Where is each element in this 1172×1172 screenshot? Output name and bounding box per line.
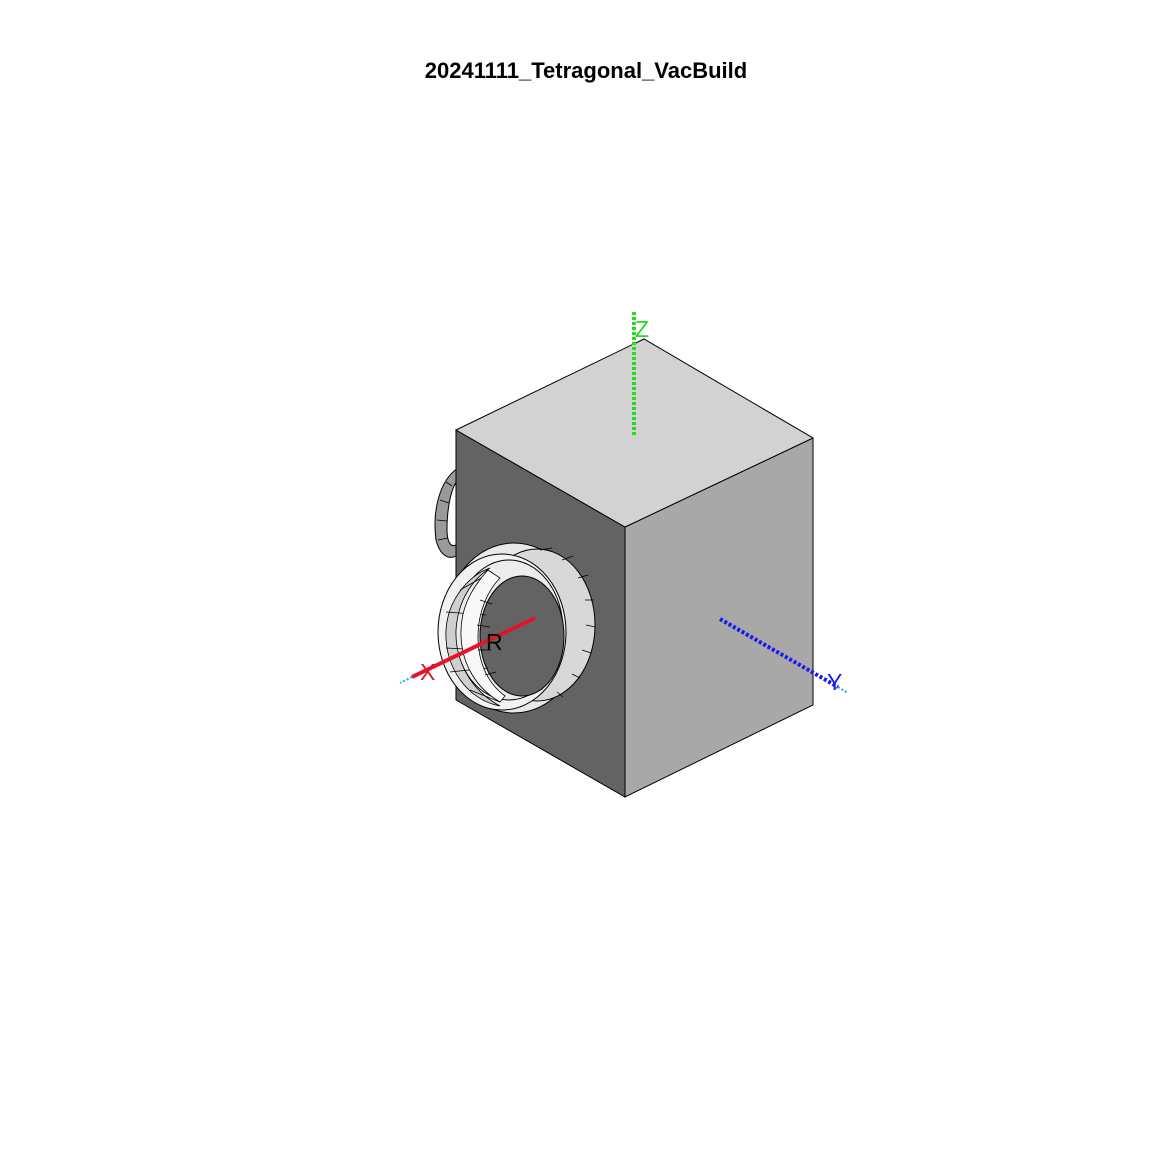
back-ring [435, 468, 458, 557]
z-axis-label: Z [635, 316, 650, 342]
y-axis-label: Y [827, 669, 843, 695]
ring-label: R [486, 629, 503, 655]
figure-title: 20241111_Tetragonal_VacBuild [424, 58, 748, 83]
x-axis-label: X [420, 659, 436, 685]
